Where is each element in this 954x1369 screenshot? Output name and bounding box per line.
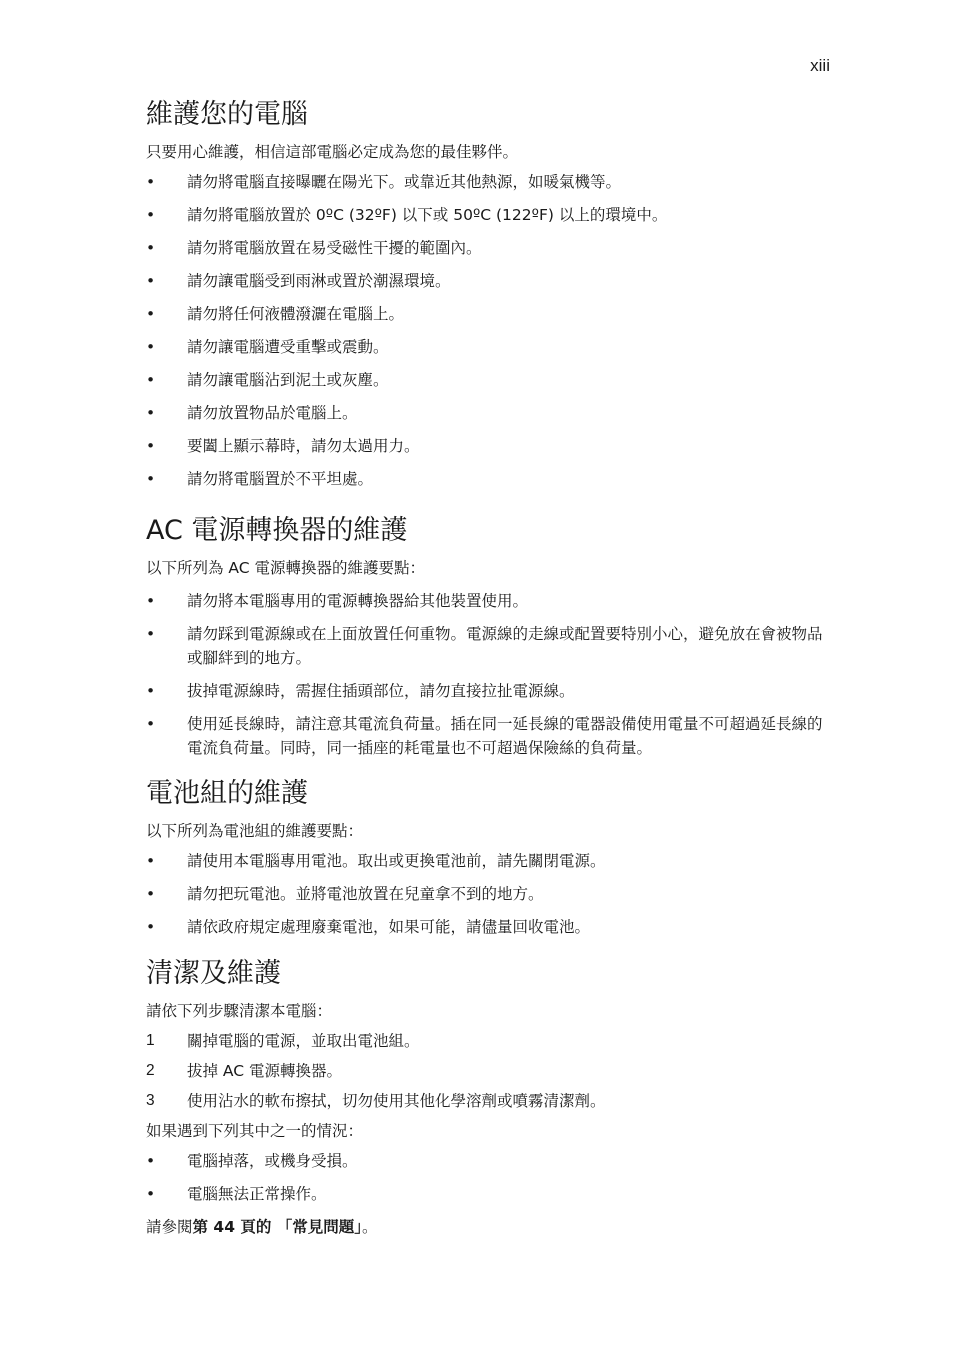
bullet-icon: • — [146, 470, 156, 488]
bullet-icon: • — [146, 682, 156, 700]
bullet-icon: • — [146, 305, 156, 323]
list-item: • 使用延長線時，請注意其電流負荷量。插在同一延長線的電器設備使用電量不可超過延長線的電流負荷量。同時，同一插座的耗電量也不可超過保險絲的負荷量。 — [146, 712, 826, 760]
bullet-icon: • — [146, 404, 156, 422]
list-item: • 請勿將電腦放置在易受磁性干擾的範圍內。 — [146, 236, 826, 260]
section-heading-computer-care: 維護您的電腦 — [146, 99, 308, 130]
bullet-icon: • — [146, 592, 156, 610]
bullet-icon: • — [146, 918, 156, 936]
step-item: 3 使用沾水的軟布擦拭，切勿使用其他化學溶劑或噴霧清潔劑。 — [146, 1089, 826, 1113]
bullet-list-computer-care — [146, 170, 826, 491]
bullet-icon: • — [146, 173, 156, 191]
list-item: • 請勿踩到電源線或在上面放置任何重物。電源線的走線或配置要特別小心，避免放在會被物品或腳絆到的地方。 — [146, 622, 826, 670]
bullet-icon: • — [146, 852, 156, 870]
page-number: xiii — [810, 56, 830, 75]
list-item: • 請依政府規定處理廢棄電池，如果可能，請儘量回收電池。 — [146, 915, 826, 939]
bullet-list-battery — [146, 849, 826, 939]
list-item: • 電腦無法正常操作。 — [146, 1182, 826, 1206]
list-item: • 請勿讓電腦沾到泥土或灰塵。 — [146, 368, 826, 392]
bullet-icon: • — [146, 715, 156, 733]
list-item: • 請勿將電腦置於不平坦處。 — [146, 467, 826, 491]
bullet-icon: • — [146, 1152, 156, 1170]
bullet-list-ac-adapter — [146, 589, 826, 760]
step-item: 1 關掉電腦的電源，並取出電池組。 — [146, 1029, 826, 1053]
bullet-icon: • — [146, 437, 156, 455]
step-number: 2 — [146, 1062, 155, 1079]
section-heading-cleaning: 清潔及維護 — [146, 958, 281, 989]
bullet-list-conditions — [146, 1149, 826, 1206]
list-item: • 請勿將本電腦專用的電源轉換器給其他裝置使用。 — [146, 589, 826, 613]
section-intro: 以下所列為 AC 電源轉換器的維護要點： — [146, 559, 426, 577]
list-item: • 請使用本電腦專用電池。取出或更換電池前，請先關閉電源。 — [146, 849, 826, 873]
list-item: • 請勿將電腦直接曝曬在陽光下。或靠近其他熱源，如暖氣機等。 — [146, 170, 826, 194]
list-item: • 請勿讓電腦遭受重擊或震動。 — [146, 335, 826, 359]
list-item: • 請勿將電腦放置於 0ºC (32ºF) 以下或 50ºC (122ºF) 以上的環境中。 — [146, 203, 826, 227]
list-item: • 請勿讓電腦受到雨淋或置於潮濕環境。 — [146, 269, 826, 293]
section-heading-battery-care: 電池組的維護 — [146, 778, 308, 809]
list-item: • 電腦掉落，或機身受損。 — [146, 1149, 826, 1173]
list-item: • 拔掉電源線時，需握住插頭部位，請勿直接拉扯電源線。 — [146, 679, 826, 703]
numbered-steps — [146, 1029, 826, 1113]
list-item: • 請勿把玩電池。並將電池放置在兒童拿不到的地方。 — [146, 882, 826, 906]
faq-link: 第 44 頁的 「常見問題」 — [192, 1218, 363, 1236]
bullet-icon: • — [146, 272, 156, 290]
bullet-icon: • — [146, 371, 156, 389]
list-item: • 請勿放置物品於電腦上。 — [146, 401, 826, 425]
section-intro: 只要用心維護，相信這部電腦必定成為您的最佳夥伴。 — [146, 143, 519, 161]
bullet-icon: • — [146, 338, 156, 356]
section-heading-ac-adapter-care: AC 電源轉換器的維護 — [146, 515, 408, 546]
faq-reference: 請參閱第 44 頁的 「常見問題」。 — [146, 1218, 378, 1236]
bullet-icon: • — [146, 1185, 156, 1203]
section-intro: 以下所列為電池組的維護要點： — [146, 822, 364, 840]
section-intro: 請依下列步驟清潔本電腦： — [146, 1002, 333, 1020]
bullet-icon: • — [146, 239, 156, 257]
list-item: • 請勿將任何液體潑灑在電腦上。 — [146, 302, 826, 326]
bullet-icon: • — [146, 206, 156, 224]
bullet-icon: • — [146, 885, 156, 903]
step-number: 3 — [146, 1092, 155, 1109]
conditions-intro: 如果遇到下列其中之一的情況： — [146, 1122, 364, 1140]
step-item: 2 拔掉 AC 電源轉換器。 — [146, 1059, 826, 1083]
bullet-icon: • — [146, 625, 156, 643]
step-number: 1 — [146, 1032, 155, 1049]
page-content — [146, 96, 826, 1239]
list-item: • 要闔上顯示幕時，請勿太過用力。 — [146, 434, 826, 458]
